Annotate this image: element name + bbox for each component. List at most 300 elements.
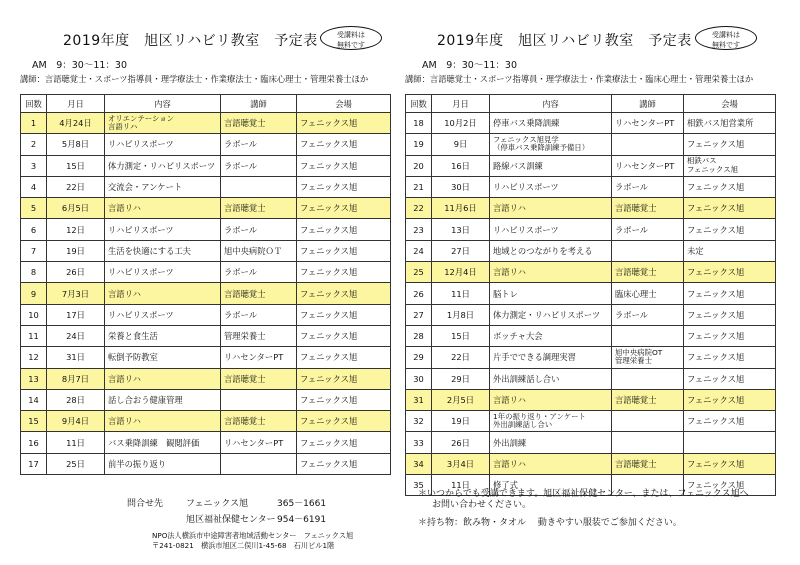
row-lecturer-line: リハセンターPT [224,437,284,448]
row-content [490,304,612,325]
row-venue [297,347,391,368]
table-row [21,304,391,325]
row-date: 8月7日 [47,368,105,389]
row-number: 19 [406,134,432,155]
row-content-line: 生活を快適にする工夫 [108,245,191,256]
left-table-header [21,95,391,113]
row-venue-line: フェニックス旭 [300,160,358,171]
row-venue [684,240,776,261]
right-lecturers: 講師：言語聴覚士・スポーツ指導員・理学療法士・作業療法士・臨床心理士・管理栄養士ほか [405,74,754,84]
row-lecturer [221,368,297,389]
row-content-line: ボッチャ大会 [493,331,543,342]
row-venue [297,198,391,219]
row-lecturer [221,389,297,410]
row-number: 3 [21,155,47,176]
row-content [490,347,612,368]
row-content [490,134,612,155]
row-content [105,304,221,325]
row-venue [684,304,776,325]
table-row [21,198,391,219]
row-content [105,219,221,240]
row-number: 31 [406,389,432,410]
row-number: 34 [406,453,432,474]
table-row [406,347,776,368]
table-row [21,283,391,304]
row-venue [297,325,391,346]
row-content [105,262,221,283]
row-number: 7 [21,240,47,261]
row-lecturer [612,155,684,176]
row-date: 16日 [432,155,490,176]
row-venue-line: 未定 [687,245,704,256]
table-row [21,325,391,346]
row-content-line: 話し合おう健康管理 [108,395,183,405]
row-content [105,134,221,155]
right-table-header [406,95,776,113]
row-number: 1 [21,113,47,134]
row-lecturer-line: 言語聴覚士 [615,267,657,278]
table-row [21,389,391,410]
row-content-line: 言語リハ [108,416,141,427]
row-venue [684,411,776,432]
table-row [21,155,391,176]
row-venue [297,389,391,410]
row-date: 3月4日 [432,453,490,474]
row-venue [297,155,391,176]
row-lecturer [612,262,684,283]
row-number: 13 [21,368,47,389]
row-date: 4月24日 [47,113,105,134]
row-date: 12月4日 [432,262,490,283]
row-content [105,432,221,453]
row-lecturer [221,262,297,283]
right-badge-line2: 無料です [712,41,740,49]
row-date: 26日 [432,432,490,453]
row-number: 16 [21,432,47,453]
row-date: 22日 [47,176,105,197]
note-enrollment-line1: ＊いつからでも受講できます。旭区福祉保健センター、または、フェニックス旭へ [418,489,749,499]
row-venue [297,240,391,261]
row-number: 28 [406,325,432,346]
row-venue-line: フェニックス旭 [300,118,358,129]
row-date: 28日 [47,389,105,410]
row-content [105,347,221,368]
table-row [406,262,776,283]
contact-phoenix-name: フェニックス旭 [186,499,249,509]
row-content-line: 栄養と食生活 [108,331,158,342]
row-venue-line: 相鉄バス [687,156,717,166]
row-date: 17日 [47,304,105,325]
row-venue [684,283,776,304]
row-lecturer-line: 言語聴覚士 [615,458,657,469]
row-number: 11 [21,325,47,346]
row-lecturer-line: 旭中央病院OT [615,347,663,357]
row-venue-line: フェニックス旭 [687,139,745,150]
row-number: 10 [21,304,47,325]
row-number: 26 [406,283,432,304]
row-content [490,113,612,134]
row-date: 10月2日 [432,113,490,134]
row-content-line: リハビリスポーツ [493,224,559,235]
row-lecturer-line: リハセンターPT [615,118,675,129]
left-lecturers: 講師：言語聴覚士・スポーツ指導員・理学療法士・作業療法士・臨床心理士・管理栄養士ほか [20,74,369,84]
row-lecturer [612,304,684,325]
contact-label: 問合せ先 [127,499,164,509]
row-number: 15 [21,411,47,432]
row-content [490,325,612,346]
row-venue-line: フェニックス旭 [300,416,358,427]
row-venue [297,262,391,283]
row-lecturer-line: 旭中央病院ＯＴ [224,245,283,256]
row-lecturer-line: ラボール [615,182,649,193]
row-venue-line: フェニックス旭 [687,480,745,491]
col-number: 回数 [406,95,432,113]
row-venue [684,262,776,283]
row-date: 31日 [47,347,105,368]
note-enrollment-line2: お問い合わせください。 [432,500,532,510]
table-row [406,155,776,176]
row-number: 9 [21,283,47,304]
table-row [21,240,391,261]
right-badge-line1: 受講料は [712,31,740,39]
row-number: 18 [406,113,432,134]
row-lecturer-line: ラボール [615,224,649,235]
row-content [490,411,612,432]
row-venue [684,432,776,453]
table-row [21,368,391,389]
row-venue [684,176,776,197]
row-venue-line: フェニックス旭 [300,352,358,363]
left-title: 2019年度 旭区リハビリ教室 予定表 [63,33,318,49]
row-lecturer [221,283,297,304]
row-number: 35 [406,475,432,496]
row-venue-line: フェニックス旭 [300,182,358,193]
row-lecturer [221,411,297,432]
row-lecturer [221,325,297,346]
row-lecturer [221,176,297,197]
row-lecturer [221,347,297,368]
row-date: 27日 [432,240,490,261]
left-free-badge [320,26,382,50]
row-date: 19日 [432,411,490,432]
row-content [105,368,221,389]
row-lecturer-line: ラボール [224,160,258,171]
row-lecturer [612,347,684,368]
row-date: 24日 [47,325,105,346]
row-content-line: 外出訓練話し合い [493,373,560,384]
row-lecturer [612,453,684,474]
row-lecturer [612,368,684,389]
row-venue-line: フェニックス旭 [687,309,745,320]
row-venue-line: フェニックス旭 [300,331,358,342]
right-schedule-table [405,94,776,496]
row-date: 25日 [47,453,105,474]
table-row [21,262,391,283]
row-date: 13日 [432,219,490,240]
row-content [105,389,221,410]
row-lecturer [612,176,684,197]
row-content [490,262,612,283]
row-venue [297,134,391,155]
row-lecturer [612,240,684,261]
row-content [490,453,612,474]
row-content-line: リハビリスポーツ [108,139,174,150]
row-content [490,155,612,176]
row-venue [297,368,391,389]
footer-org: NPO法人横浜市中途障害者地域活動センター フェニックス旭 [152,531,354,540]
row-content-line: 転倒予防教室 [108,352,158,363]
row-content [490,389,612,410]
row-venue [684,325,776,346]
row-content-line: フェニックス旭見学 [493,134,559,144]
row-content-line: 外出訓練話し合い [493,420,553,430]
row-content-line: 1年の振り返り・アンケート [493,411,586,421]
row-lecturer [612,219,684,240]
row-venue-line: フェニックス旭 [687,182,745,193]
row-lecturer [612,283,684,304]
row-date: 11月6日 [432,198,490,219]
row-venue [684,113,776,134]
row-content-line: 修了式 [493,480,518,491]
row-content-line: 言語リハ [493,458,526,469]
col-content: 内容 [105,95,221,113]
left-badge-line1: 受講料は [337,31,365,39]
row-number: 30 [406,368,432,389]
row-date: 1月8日 [432,304,490,325]
row-content [105,240,221,261]
row-number: 24 [406,240,432,261]
left-badge-line2: 無料です [337,41,365,49]
row-date: 15日 [432,325,490,346]
row-date: 29日 [432,368,490,389]
row-lecturer [612,325,684,346]
col-date: 月日 [432,95,490,113]
row-content-line: 言語リハ [493,267,526,278]
row-number: 2 [21,134,47,155]
row-content-line: 言語リハ [493,395,526,405]
col-venue: 会場 [297,95,391,113]
table-row [406,240,776,261]
row-content-line: 体力測定・リハビリスポーツ [108,160,216,171]
row-content [105,411,221,432]
table-row [21,219,391,240]
row-lecturer-line: リハセンターPT [224,352,284,363]
row-venue [297,113,391,134]
row-lecturer-line: 言語聴覚士 [224,118,266,129]
row-content-line: リハビリスポーツ [108,309,174,320]
row-number: 5 [21,198,47,219]
table-row [406,325,776,346]
row-venue-line: フェニックス旭 [300,245,358,256]
row-lecturer [612,198,684,219]
row-venue [684,347,776,368]
row-lecturer [221,240,297,261]
row-content [490,240,612,261]
row-content-line: 交流会・アンケート [108,182,183,193]
row-lecturer [612,134,684,155]
row-content [490,368,612,389]
note-belongings: ＊持ち物：飲み物・タオル 動きやすい服装でご参加ください。 [418,518,682,528]
table-row [406,113,776,134]
row-content-line: 停車バス乗降訓練 [493,118,560,129]
row-venue [684,389,776,410]
row-venue [684,198,776,219]
row-venue-line: 相鉄バス旭営業所 [687,118,754,129]
table-row [21,411,391,432]
table-row [406,453,776,474]
row-venue [297,219,391,240]
row-content-line: 片手でできる調理実習 [493,352,576,363]
row-date: 11日 [47,432,105,453]
row-content [105,198,221,219]
row-lecturer-line: 言語聴覚士 [224,288,266,299]
right-time: AM 9：30～11：30 [422,60,518,71]
row-venue [684,134,776,155]
row-venue-line: フェニックス旭 [687,288,745,299]
row-lecturer [221,453,297,474]
contact-welfare-name: 旭区福祉保健センター [186,515,276,525]
row-number: 6 [21,219,47,240]
row-date: 6月5日 [47,198,105,219]
row-lecturer-line: 言語聴覚士 [615,203,657,214]
col-venue: 会場 [684,95,776,113]
row-lecturer [612,113,684,134]
row-venue-line: フェニックス旭 [687,267,745,278]
row-lecturer-line: ラボール [224,267,258,278]
row-content-line: 言語リハ [493,203,526,214]
contact-phoenix-phone: 365－1661 [277,499,327,509]
row-venue-line: フェニックス旭 [687,416,745,427]
row-venue-line: フェニックス旭 [300,288,358,299]
row-content-line: 路線バス訓練 [493,160,543,171]
row-lecturer-line: ラボール [224,224,258,235]
row-lecturer-line: 臨床心理士 [615,288,657,299]
row-content-line: リハビリスポーツ [108,267,174,278]
row-content-line: 外出訓練 [493,437,527,448]
row-lecturer [221,304,297,325]
row-number: 32 [406,411,432,432]
row-venue-line: フェニックス旭 [300,203,358,214]
row-number: 4 [21,176,47,197]
row-number: 17 [21,453,47,474]
row-lecturer [612,411,684,432]
table-row [406,176,776,197]
row-number: 33 [406,432,432,453]
row-lecturer-line: ラボール [615,309,649,320]
row-date: 2月5日 [432,389,490,410]
row-date: 26日 [47,262,105,283]
row-lecturer-line: リハセンターPT [615,160,675,171]
row-venue [297,283,391,304]
row-number: 23 [406,219,432,240]
row-date: 5月8日 [47,134,105,155]
row-content [105,283,221,304]
row-lecturer-line: ラボール [224,139,258,150]
row-number: 8 [21,262,47,283]
row-content [105,155,221,176]
row-lecturer-line: 管理栄養士 [224,331,266,342]
row-venue-line: フェニックス旭 [687,203,745,214]
row-number: 14 [21,389,47,410]
row-venue-line: フェニックス旭 [300,309,358,320]
table-row [406,283,776,304]
row-content-line: 言語リハ [108,203,141,214]
row-number: 27 [406,304,432,325]
row-lecturer [221,113,297,134]
table-row [406,198,776,219]
table-row [21,176,391,197]
row-venue-line: フェニックス旭 [687,395,745,405]
row-lecturer-line: ラボール [224,309,258,320]
row-content-line: 体力測定・リハビリスポーツ [493,309,601,320]
row-lecturer [221,134,297,155]
row-venue-line: フェニックス旭 [300,458,358,469]
left-time: AM 9：30～11：30 [32,60,128,71]
row-lecturer [612,389,684,410]
row-venue-line: フェニックス旭 [300,373,358,384]
row-date: 30日 [432,176,490,197]
row-content [490,176,612,197]
table-row [406,219,776,240]
row-number: 25 [406,262,432,283]
row-date: 12日 [47,219,105,240]
row-venue-line: フェニックス旭 [300,437,358,448]
contact-welfare-phone: 954－6191 [277,515,327,525]
row-venue [297,453,391,474]
table-row [21,347,391,368]
row-venue [297,176,391,197]
table-row [21,432,391,453]
row-date: 19日 [47,240,105,261]
row-date: 7月3日 [47,283,105,304]
row-venue-line: フェニックス旭 [300,267,358,278]
table-row [406,134,776,155]
row-venue-line: フェニックス旭 [687,331,745,342]
col-date: 月日 [47,95,105,113]
row-lecturer-line: 言語聴覚士 [224,373,266,384]
row-lecturer-line: 言語聴覚士 [224,203,266,214]
row-content [490,432,612,453]
row-content [490,198,612,219]
row-number: 20 [406,155,432,176]
row-venue-line: フェニックス旭 [687,373,745,384]
row-date: 22日 [432,347,490,368]
row-lecturer-line: 言語聴覚士 [615,395,657,405]
row-venue [297,432,391,453]
row-venue [684,453,776,474]
col-lecturer: 講師 [221,95,297,113]
row-number: 12 [21,347,47,368]
row-content-line: リハビリスポーツ [493,182,559,193]
col-content: 内容 [490,95,612,113]
row-lecturer-line: 言語聴覚士 [224,416,266,427]
row-lecturer [221,219,297,240]
row-lecturer [221,432,297,453]
row-content-line: オリエンテーション [108,113,175,123]
row-lecturer [221,198,297,219]
row-date: 9月4日 [47,411,105,432]
row-number: 21 [406,176,432,197]
col-number: 回数 [21,95,47,113]
table-row [406,368,776,389]
row-date: 11日 [432,283,490,304]
table-row [406,304,776,325]
row-venue-line: フェニックス旭 [300,395,358,405]
row-lecturer [612,432,684,453]
row-content-line: 脳トレ [493,288,518,299]
row-content [490,283,612,304]
table-row [21,134,391,155]
